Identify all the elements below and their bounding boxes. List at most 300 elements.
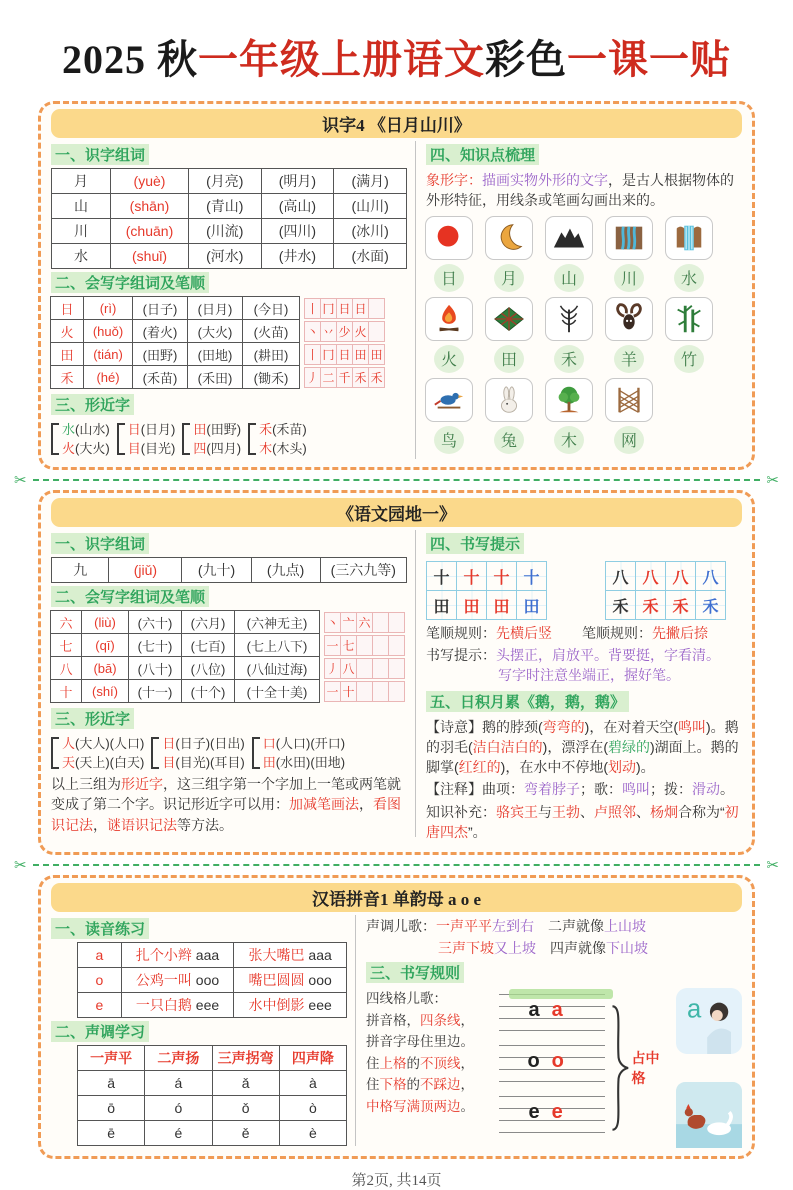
section2-heading-writing: 二、会写字组词及笔顺 xyxy=(51,586,209,607)
text-run: 彩色 xyxy=(485,37,567,82)
cut-line xyxy=(14,855,779,875)
section2-heading-writingtips: 四、书写提示 xyxy=(426,533,524,554)
pair-lines xyxy=(263,734,345,772)
section2-heading-recognition: 一、识字组词 xyxy=(51,533,149,554)
header-cell: 一声平 xyxy=(78,1046,145,1071)
stroke-cell xyxy=(368,298,385,319)
table-cell: 八 xyxy=(50,656,82,680)
table-row xyxy=(78,1071,347,1096)
grid-cell: 田 xyxy=(517,591,547,620)
similar-pair xyxy=(51,420,110,458)
stroke-cell: 二 xyxy=(320,367,337,388)
writing-row xyxy=(51,342,407,366)
page-title xyxy=(0,28,793,85)
stroke-cell xyxy=(372,635,389,656)
section1-title: 识字4 《日月山川》 xyxy=(51,109,742,138)
pictograph-intro-text xyxy=(426,170,742,211)
lyric-line xyxy=(366,1096,499,1118)
phrase-cell xyxy=(234,943,347,968)
section-shizi4 xyxy=(38,101,755,470)
text-run: 一课一贴 xyxy=(567,37,731,82)
tone-cell: ē xyxy=(78,1121,145,1146)
phrase-cell xyxy=(121,993,234,1018)
text-run: 的 xyxy=(406,1055,420,1071)
pictograph-label: 羊 xyxy=(614,345,644,373)
text-run: ， xyxy=(460,1012,474,1028)
pictograph-item xyxy=(606,378,652,454)
text-run: aaa xyxy=(191,947,220,964)
text-run: ， xyxy=(359,796,373,813)
table-cell: (七百) xyxy=(181,633,235,657)
writing-stroke-table xyxy=(51,610,407,703)
table-cell: (四川) xyxy=(261,219,334,244)
lyric-line xyxy=(366,1074,499,1096)
grid-cell: 禾 xyxy=(606,591,636,620)
table-cell: (田野) xyxy=(132,342,188,366)
table-cell: (禾田) xyxy=(187,365,243,389)
text-run: 上山坡 xyxy=(604,918,646,935)
text-run: 又上坡 xyxy=(494,940,536,957)
lyric-line xyxy=(366,988,499,1010)
table-cell: (十全十美) xyxy=(234,679,320,703)
pictograph-item xyxy=(486,378,532,454)
table-cell: (七十) xyxy=(128,633,182,657)
table-cell: (bā) xyxy=(81,656,129,680)
bamboo-icon xyxy=(665,297,713,341)
text-run: )。鹅的羽毛( xyxy=(426,718,739,755)
text-run: 。 xyxy=(460,1098,474,1114)
pair-line xyxy=(162,734,244,753)
poem-annotation-text xyxy=(426,779,742,799)
curly-brace-icon xyxy=(609,994,630,1142)
text-run: 水中倒影 xyxy=(248,997,305,1014)
text-run: 初唐四杰 xyxy=(426,803,739,841)
table-cell: (大火) xyxy=(187,319,243,343)
pair-character: 田 xyxy=(193,422,207,437)
text-run: 书写提示： xyxy=(426,647,496,663)
text-run: )。 xyxy=(636,759,655,776)
table-cell: (十一) xyxy=(128,679,182,703)
river-icon xyxy=(605,216,653,260)
lyric-line xyxy=(366,1031,499,1053)
table-row xyxy=(52,244,407,269)
table-cell: (九十) xyxy=(182,558,251,583)
table-cell: 月 xyxy=(52,169,111,194)
section-yuwenyuandi1 xyxy=(38,490,755,855)
pictograph-item xyxy=(426,216,472,292)
pair-character: 日 xyxy=(127,422,141,437)
rule-label: 笔顺规则： xyxy=(426,625,496,641)
text-run: ， xyxy=(460,1055,474,1071)
bracket-icon xyxy=(248,423,256,455)
pictograph-label: 日 xyxy=(434,264,464,292)
worksheet-page xyxy=(0,28,793,1190)
pair-words: (大人)(人口) xyxy=(75,736,145,751)
table-cell: (青山) xyxy=(188,194,261,219)
text-run: 不踩边 xyxy=(420,1077,461,1093)
pair-line xyxy=(62,439,110,458)
text-run: 。 xyxy=(720,781,734,798)
text-run: 不顶线 xyxy=(420,1055,461,1071)
grain-icon xyxy=(545,297,593,341)
similar-characters-note xyxy=(51,774,407,835)
stroke-order-grid xyxy=(305,319,385,343)
table-cell: (八位) xyxy=(181,656,235,680)
text-run: 洁白洁白的 xyxy=(472,738,543,755)
table-cell: (六月) xyxy=(181,610,235,634)
pair-character: 人 xyxy=(62,736,76,751)
grid-letters xyxy=(499,999,605,1022)
letter-cell: a xyxy=(78,943,122,968)
four-line-grid xyxy=(499,1045,605,1082)
illustrations xyxy=(676,988,742,1148)
text-run: eee xyxy=(304,997,332,1014)
table-cell: (禾苗) xyxy=(132,365,188,389)
pair-character: 木 xyxy=(259,441,273,456)
text-run: 【诗意】鹅的脖颈( xyxy=(426,718,543,735)
brace-group xyxy=(609,988,668,1148)
text-run: eee xyxy=(191,997,220,1014)
writing-row xyxy=(51,656,407,680)
text-run: 一年级上册语文 xyxy=(198,37,485,82)
pair-words: (大火) xyxy=(75,441,110,456)
tianzige-grid xyxy=(605,561,726,620)
section-hanyupinyin1 xyxy=(38,875,755,1159)
stroke-cell: 丨 xyxy=(304,344,321,365)
header-cell: 四声降 xyxy=(279,1046,346,1071)
pictograph-label: 网 xyxy=(614,426,644,454)
section2-heading-similar: 三、形近字 xyxy=(51,708,134,729)
text-run: ooo xyxy=(191,972,220,989)
stroke-cell: 丷 xyxy=(320,321,337,342)
phrase-cell xyxy=(234,968,347,993)
similar-pair xyxy=(252,734,345,772)
pair-words: (目光) xyxy=(140,441,176,456)
stroke-cell: 一 xyxy=(324,681,341,702)
text-run: 公鸡一叫 xyxy=(135,972,192,989)
pair-line xyxy=(162,753,244,772)
text-run: 一声平平 xyxy=(436,918,492,935)
text-run xyxy=(536,940,550,956)
text-run: 以上三组为 xyxy=(51,776,121,792)
header-cell: 三声拐弯 xyxy=(212,1046,279,1071)
stroke-cell: 千 xyxy=(336,367,353,388)
table-cell: (八十) xyxy=(128,656,182,680)
pair-lines xyxy=(193,420,241,458)
pictograph-label: 田 xyxy=(494,345,524,373)
pictograph-label: 木 xyxy=(554,426,584,454)
writing-row xyxy=(51,679,407,703)
table-cell: (九点) xyxy=(251,558,320,583)
rule-value: 先横后竖 xyxy=(496,625,552,641)
tone-cell: á xyxy=(145,1071,212,1096)
text-run: 弯弯的 xyxy=(542,718,585,735)
text-run: 等方法。 xyxy=(177,816,233,833)
stroke-cell: 禾 xyxy=(352,367,369,388)
stroke-cell: 丿 xyxy=(304,367,321,388)
stroke-cell: 少 xyxy=(336,321,353,342)
similar-pair xyxy=(182,420,241,458)
text-run: 加减笔画法 xyxy=(289,796,359,813)
four-line-grid xyxy=(499,994,605,1031)
moon-icon xyxy=(485,216,533,260)
table-cell: (冰川) xyxy=(334,219,407,244)
stroke-cell xyxy=(388,658,405,679)
pictograph-item xyxy=(666,216,712,292)
dashed-cut-rule xyxy=(33,479,761,481)
grid-cell: 十 xyxy=(457,562,487,591)
stroke-cell xyxy=(356,681,373,702)
text-run: 拼音字母住里边。 xyxy=(366,1034,474,1050)
pair-words: (日子)(日出) xyxy=(175,736,245,751)
table-cell: (qī) xyxy=(81,633,129,657)
page-number: 第2页, 共14页 xyxy=(351,1173,442,1190)
writing-posture-tip xyxy=(426,645,742,665)
pictograph-item xyxy=(486,216,532,292)
table-cell: (火苗) xyxy=(242,319,300,343)
net-icon xyxy=(605,378,653,422)
stroke-order-grid xyxy=(325,610,405,634)
stroke-rule xyxy=(426,623,552,643)
phrase-cell xyxy=(121,943,234,968)
text-run: 一只白鹅 xyxy=(135,997,192,1014)
letter-red: o xyxy=(551,1050,576,1073)
pictograph-label: 鸟 xyxy=(434,426,464,454)
writing-stroke-table xyxy=(51,296,407,389)
section3-heading-pronunciation: 一、读音练习 xyxy=(51,918,149,939)
similar-pair xyxy=(248,420,307,458)
text-run: ；歌： xyxy=(580,781,622,798)
text-run: ；拨： xyxy=(650,781,692,798)
text-run: 的 xyxy=(406,1077,420,1093)
pair-character: 日 xyxy=(162,736,176,751)
table-row xyxy=(52,558,407,583)
stroke-order-rules xyxy=(426,623,742,643)
table-cell: (耕田) xyxy=(242,342,300,366)
tianzige-grid xyxy=(426,561,547,620)
lyric-line xyxy=(366,1010,499,1032)
grid-cell: 田 xyxy=(427,591,457,620)
pair-line xyxy=(62,734,144,753)
stroke-cell: 日 xyxy=(352,298,369,319)
pair-lines xyxy=(62,734,144,772)
bracket-icon xyxy=(51,737,59,769)
bracket-icon xyxy=(117,423,125,455)
rule-label: 笔顺规则： xyxy=(582,625,652,641)
scissors-icon: ✂ xyxy=(766,857,779,875)
letter-red: e xyxy=(551,1101,575,1124)
table-header-row xyxy=(78,1046,347,1071)
pair-line xyxy=(263,734,345,753)
table-cell: (七上八下) xyxy=(234,633,320,657)
section3-heading-writingrules: 三、书写规则 xyxy=(366,962,464,983)
pair-character: 目 xyxy=(127,441,141,456)
pictograph-item xyxy=(426,378,472,454)
grid-cell: 八 xyxy=(666,562,696,591)
tone-cell: é xyxy=(145,1121,212,1146)
pinyin-four-line-grids xyxy=(499,994,605,1148)
pictograph-item xyxy=(546,216,592,292)
table-cell: (六十) xyxy=(128,610,182,634)
pictograph-item xyxy=(666,297,712,373)
pair-words: (四月) xyxy=(206,441,242,456)
text-run: 头摆正，肩放平。背要挺，字看清。 xyxy=(496,647,720,663)
pair-words: (目光)(耳目) xyxy=(175,755,245,770)
table-cell: (满月) xyxy=(334,169,407,194)
waterfall-icon xyxy=(665,216,713,260)
section1-heading-recognition: 一、识字组词 xyxy=(51,144,149,165)
phrase-cell xyxy=(234,993,347,1018)
tone-cell: è xyxy=(279,1121,346,1146)
pair-words: (禾苗) xyxy=(272,422,307,437)
text-run: 碧绿的 xyxy=(608,738,650,755)
pair-line xyxy=(259,420,307,439)
text-run: 四线格儿歌： xyxy=(366,991,447,1007)
text-run: 张大嘴巴 xyxy=(248,947,305,964)
pictograph-label: 水 xyxy=(674,264,704,292)
mountain-icon xyxy=(545,216,593,260)
text-run: 鸣叫 xyxy=(622,781,650,798)
scissors-icon: ✂ xyxy=(14,857,27,875)
stroke-cell: 冂 xyxy=(320,344,337,365)
text-run: 与 xyxy=(538,803,552,820)
pictograph-label: 禾 xyxy=(554,345,584,373)
grid-cell: 禾 xyxy=(666,591,696,620)
pair-line xyxy=(62,753,144,772)
rule-value: 先撇后捺 xyxy=(652,625,708,641)
stroke-cell xyxy=(356,658,373,679)
bracket-icon xyxy=(182,423,190,455)
table-cell: 七 xyxy=(50,633,82,657)
pictograph-item xyxy=(546,297,592,373)
stroke-cell xyxy=(388,635,405,656)
text-run: )湖面上。鹅的脚掌( xyxy=(426,738,739,776)
stroke-cell: 禾 xyxy=(368,367,385,388)
pair-words: (木头) xyxy=(272,441,307,456)
field-icon xyxy=(485,297,533,341)
pair-character: 目 xyxy=(162,755,176,770)
stroke-cell: 田 xyxy=(352,344,369,365)
section1-right-column xyxy=(416,141,742,454)
table-cell: (着火) xyxy=(132,319,188,343)
tone-cell: ō xyxy=(78,1096,145,1121)
tone-cell: ó xyxy=(145,1096,212,1121)
table-cell: 火 xyxy=(50,319,84,343)
stroke-cell: 八 xyxy=(340,658,357,679)
text-run: 下格 xyxy=(379,1077,407,1093)
grid-row xyxy=(427,591,547,620)
stroke-cell xyxy=(356,635,373,656)
section1-left-column xyxy=(51,141,416,459)
grid-cell: 十 xyxy=(427,562,457,591)
lyric-line xyxy=(366,1053,499,1075)
similar-pair xyxy=(51,734,144,772)
table-cell: 六 xyxy=(50,610,82,634)
stroke-cell: 田 xyxy=(368,344,385,365)
stroke-order-grid xyxy=(305,365,385,389)
text-run: 划动 xyxy=(608,759,636,776)
tone-cell: ǒ xyxy=(212,1096,279,1121)
pair-line xyxy=(193,420,241,439)
scissors-icon: ✂ xyxy=(766,472,779,489)
text-run: 鸣叫 xyxy=(678,718,706,735)
pair-character: 田 xyxy=(262,755,276,770)
text-run: 谜语识记法 xyxy=(107,816,177,833)
stroke-rule xyxy=(582,623,708,643)
grid-row xyxy=(427,562,547,591)
table-row xyxy=(78,943,347,968)
table-cell: (八仙过海) xyxy=(234,656,320,680)
grid-letters xyxy=(499,1050,605,1073)
pictograph-label: 火 xyxy=(434,345,464,373)
text-run: )，在水中不停地( xyxy=(500,759,608,776)
text-run: 王勃 xyxy=(552,803,580,820)
pictograph-item xyxy=(486,297,532,373)
table-cell: (huǒ) xyxy=(83,319,133,343)
section2-heading-poem: 五、日积月累《鹅，鹅，鹅》 xyxy=(426,691,629,712)
writing-row xyxy=(51,319,407,343)
pair-character: 水 xyxy=(62,422,76,437)
text-run: 写字时注意坐端正，握好笔。 xyxy=(498,667,680,684)
table-row xyxy=(78,1096,347,1121)
table-cell: (今日) xyxy=(242,296,300,320)
text-run: 骆宾王 xyxy=(496,803,538,820)
letter-black: a xyxy=(528,999,552,1022)
table-cell: (shān) xyxy=(111,194,189,219)
text-run: 合称为“ xyxy=(678,803,725,820)
pair-words: (水田)(田地) xyxy=(275,755,346,770)
text-run: 杨炯 xyxy=(650,803,678,820)
table-cell: 九 xyxy=(52,558,109,583)
text-run: 下山坡 xyxy=(606,940,648,957)
section2-left-column xyxy=(51,530,416,837)
pair-lines xyxy=(128,420,176,458)
text-run: ，是古人根据物体的外形特征，用线条或笔画勾画出来的。 xyxy=(426,172,734,209)
sun-icon xyxy=(425,216,473,260)
section3-right-column xyxy=(356,915,742,1148)
pictograph-item xyxy=(546,378,592,454)
grid-cell: 十 xyxy=(517,562,547,591)
table-cell: (月亮) xyxy=(188,169,261,194)
pair-words: (人口)(开口) xyxy=(275,736,346,751)
similar-characters-group xyxy=(51,734,407,772)
section3-columns xyxy=(51,915,742,1148)
scissors-icon: ✂ xyxy=(14,472,27,489)
text-run: 二声就像 xyxy=(548,918,604,935)
bracket-icon xyxy=(151,737,159,769)
writing-row xyxy=(51,365,407,389)
section3-heading-tones: 二、声调学习 xyxy=(51,1021,149,1042)
letter-black: e xyxy=(528,1101,552,1124)
similar-characters-group xyxy=(51,420,407,458)
stroke-cell: 丶 xyxy=(304,321,321,342)
table-cell: (jiǔ) xyxy=(109,558,182,583)
table-cell: (明月) xyxy=(261,169,334,194)
table-cell: (shuǐ) xyxy=(111,244,189,269)
pair-words: (田野) xyxy=(206,422,242,437)
tone-cell: ě xyxy=(212,1121,279,1146)
pair-character: 火 xyxy=(62,441,76,456)
text-run: 声调儿歌： xyxy=(366,918,436,935)
text-run: 弯着脖子 xyxy=(524,781,580,798)
text-run: )，在对着天空( xyxy=(584,718,678,735)
stroke-order-grid xyxy=(325,656,405,680)
table-cell: (川流) xyxy=(188,219,261,244)
text-run: 看图识记法 xyxy=(51,796,401,833)
pictograph-item xyxy=(606,297,652,373)
pronunciation-practice-table xyxy=(77,942,347,1018)
stroke-order-grid xyxy=(325,679,405,703)
